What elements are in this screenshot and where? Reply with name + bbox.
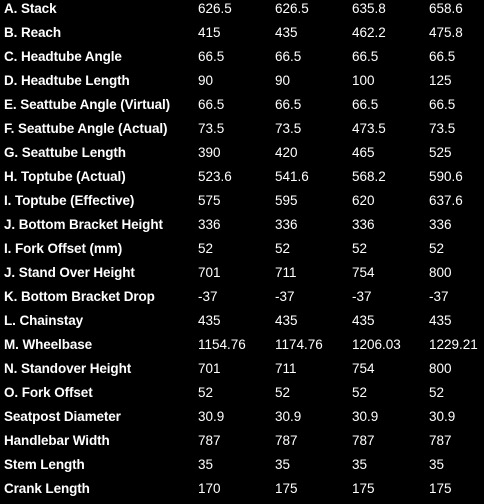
table-row [0, 0, 484, 24]
table-row [0, 264, 484, 288]
size-value-3: 66.5 [352, 49, 379, 64]
size-value-2: -37 [275, 289, 295, 304]
size-value-3: 473.5 [352, 121, 386, 136]
size-value-4: 787 [429, 433, 452, 448]
size-value-1: 52 [198, 241, 214, 256]
size-value-4: 336 [429, 217, 452, 232]
table-row [0, 336, 484, 360]
row-label: M. Wheelbase [4, 337, 93, 352]
size-value-1: 66.5 [198, 49, 225, 64]
size-value-1: 73.5 [198, 121, 225, 136]
table-row [0, 360, 484, 384]
size-value-2: 626.5 [275, 1, 309, 16]
size-value-1: 336 [198, 217, 221, 232]
size-value-1: 30.9 [198, 409, 225, 424]
size-value-4: 1229.21 [429, 337, 478, 352]
size-value-1: 435 [198, 313, 221, 328]
row-label: Seatpost Diameter [4, 409, 121, 424]
size-value-2: 711 [275, 265, 297, 280]
table-row [0, 240, 484, 264]
size-value-4: 52 [429, 241, 445, 256]
size-value-1: 701 [198, 265, 221, 280]
size-value-2: 711 [275, 361, 297, 376]
size-value-3: 754 [352, 265, 375, 280]
size-value-4: 73.5 [429, 121, 456, 136]
row-label: K. Bottom Bracket Drop [4, 289, 155, 304]
size-value-2: 73.5 [275, 121, 302, 136]
size-value-4: 637.6 [429, 193, 463, 208]
size-value-4: 435 [429, 313, 452, 328]
size-value-2: 541.6 [275, 169, 309, 184]
row-label: O. Fork Offset [4, 385, 93, 400]
size-value-3: 336 [352, 217, 375, 232]
table-row [0, 24, 484, 48]
size-value-3: 787 [352, 433, 375, 448]
row-label: I. Toptube (Effective) [4, 193, 135, 208]
row-label: J. Bottom Bracket Height [4, 217, 163, 232]
table-row [0, 168, 484, 192]
row-label: E. Seattube Angle (Virtual) [4, 97, 171, 112]
table-row [0, 384, 484, 408]
size-value-2: 35 [275, 457, 291, 472]
size-value-4: 35 [429, 457, 445, 472]
size-value-4: 525 [429, 145, 452, 160]
size-value-3: 635.8 [352, 1, 386, 16]
size-value-2: 435 [275, 25, 298, 40]
row-label: D. Headtube Length [4, 73, 130, 88]
size-value-3: -37 [352, 289, 372, 304]
table-row [0, 312, 484, 336]
size-value-1: 575 [198, 193, 221, 208]
size-value-4: 800 [429, 361, 452, 376]
table-row [0, 120, 484, 144]
size-value-4: -37 [429, 289, 449, 304]
size-value-1: 52 [198, 385, 214, 400]
size-value-2: 595 [275, 193, 298, 208]
size-value-2: 435 [275, 313, 298, 328]
table-row [0, 456, 484, 480]
size-value-1: 787 [198, 433, 221, 448]
row-label: B. Reach [4, 25, 61, 40]
row-label: Crank Length [4, 481, 90, 496]
size-value-3: 100 [352, 73, 375, 88]
table-row [0, 432, 484, 456]
size-value-4: 800 [429, 265, 452, 280]
size-value-1: 1154.76 [198, 337, 246, 352]
table-row [0, 192, 484, 216]
size-value-1: 90 [198, 73, 214, 88]
size-value-2: 66.5 [275, 49, 302, 64]
size-value-2: 66.5 [275, 97, 302, 112]
size-value-3: 465 [352, 145, 375, 160]
table-row [0, 480, 484, 504]
size-value-2: 336 [275, 217, 298, 232]
row-label: Stem Length [4, 457, 85, 472]
row-label: F. Seattube Angle (Actual) [4, 121, 168, 136]
size-value-4: 52 [429, 385, 445, 400]
table-row [0, 288, 484, 312]
size-value-2: 787 [275, 433, 298, 448]
size-value-1: 523.6 [198, 169, 232, 184]
size-value-4: 590.6 [429, 169, 463, 184]
row-label: C. Headtube Angle [4, 49, 122, 64]
size-value-4: 175 [429, 481, 452, 496]
size-value-2: 52 [275, 385, 291, 400]
size-value-3: 462.2 [352, 25, 386, 40]
row-label: G. Seattube Length [4, 145, 126, 160]
size-value-2: 420 [275, 145, 298, 160]
table-row [0, 72, 484, 96]
size-value-1: 415 [198, 25, 221, 40]
size-value-3: 754 [352, 361, 375, 376]
size-value-3: 35 [352, 457, 368, 472]
row-label: J. Stand Over Height [4, 265, 135, 280]
size-value-1: 390 [198, 145, 221, 160]
size-value-1: 66.5 [198, 97, 225, 112]
size-value-3: 568.2 [352, 169, 386, 184]
row-label: I. Fork Offset (mm) [4, 241, 123, 256]
row-label: L. Chainstay [4, 313, 84, 328]
size-value-2: 175 [275, 481, 298, 496]
table-row [0, 144, 484, 168]
size-value-3: 175 [352, 481, 375, 496]
size-value-3: 52 [352, 385, 368, 400]
size-value-4: 125 [429, 73, 452, 88]
size-value-4: 30.9 [429, 409, 456, 424]
row-label: A. Stack [4, 1, 57, 16]
size-value-2: 52 [275, 241, 291, 256]
size-value-2: 90 [275, 73, 291, 88]
row-label: H. Toptube (Actual) [4, 169, 126, 184]
size-value-3: 30.9 [352, 409, 379, 424]
row-label: N. Standover Height [4, 361, 132, 376]
table-row [0, 96, 484, 120]
size-value-1: 170 [198, 481, 221, 496]
size-value-4: 475.8 [429, 25, 463, 40]
size-value-3: 52 [352, 241, 368, 256]
table-row [0, 216, 484, 240]
size-value-4: 66.5 [429, 97, 456, 112]
size-value-1: 35 [198, 457, 214, 472]
size-value-2: 1174.76 [275, 337, 323, 352]
row-label: Handlebar Width [4, 433, 110, 448]
size-value-2: 30.9 [275, 409, 302, 424]
table-row [0, 48, 484, 72]
size-value-4: 658.6 [429, 1, 463, 16]
size-value-1: 701 [198, 361, 221, 376]
size-value-3: 1206.03 [352, 337, 401, 352]
size-value-3: 66.5 [352, 97, 379, 112]
size-value-4: 66.5 [429, 49, 456, 64]
size-value-3: 435 [352, 313, 375, 328]
table-row [0, 408, 484, 432]
size-value-1: 626.5 [198, 1, 232, 16]
size-value-1: -37 [198, 289, 218, 304]
size-value-3: 620 [352, 193, 375, 208]
